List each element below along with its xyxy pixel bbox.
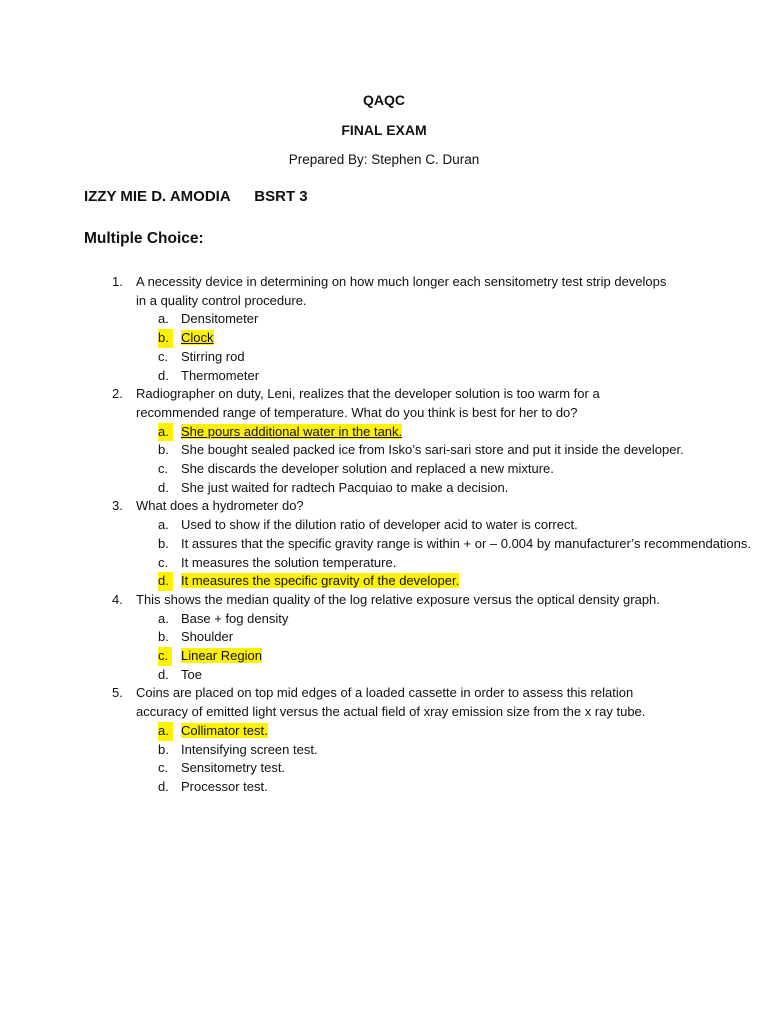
question-number: 4. <box>112 591 123 607</box>
question-number: 1. <box>112 274 123 289</box>
answer-option <box>0 441 768 460</box>
question-list <box>0 273 768 797</box>
option-text: Shoulder <box>181 629 234 645</box>
question-item <box>0 385 768 422</box>
option-text: Thermometer <box>181 367 260 383</box>
option-letter: a. <box>158 517 169 533</box>
answer-option <box>0 535 768 554</box>
question-number: 3. <box>112 498 123 514</box>
option-letter: c. <box>158 760 169 776</box>
option-text: She discards the developer solution and replaced a new mixture. <box>181 461 554 477</box>
answer-option <box>0 348 768 367</box>
question-item <box>0 497 768 516</box>
answer-option <box>0 778 768 797</box>
option-letter: b. <box>158 741 169 757</box>
option-letter: d. <box>158 367 169 383</box>
section-title: Multiple Choice: <box>84 230 204 247</box>
answer-option-highlighted <box>0 423 768 442</box>
answer-option-highlighted <box>0 572 768 591</box>
question-item <box>0 684 768 721</box>
option-text: It measures the specific gravity of the developer. <box>181 573 460 589</box>
answer-option-highlighted <box>0 647 768 666</box>
option-letter: d. <box>158 479 169 495</box>
option-letter: c. <box>158 554 169 570</box>
course-code: QAQC <box>363 92 405 108</box>
option-letter: a. <box>158 722 173 741</box>
question-text: Coins are placed on top mid edges of a loaded cassette in order to assess this relation accuracy of emitted light versus the actual field of xray emission size from the x ray tube. <box>136 685 646 720</box>
student-line <box>84 188 308 205</box>
option-letter: b. <box>158 629 169 645</box>
option-letter: b. <box>158 535 169 551</box>
option-text: Toe <box>181 666 202 682</box>
answer-option-highlighted <box>0 329 768 348</box>
answer-option <box>0 310 768 329</box>
question-text: This shows the median quality of the log relative exposure versus the optical density graph. <box>136 591 660 607</box>
option-text: It measures the solution temperature. <box>181 554 397 570</box>
answer-option <box>0 741 768 760</box>
option-text: Clock <box>181 330 214 346</box>
student-name: IZZY MIE D. AMODIA <box>84 188 231 205</box>
question-item <box>0 273 768 310</box>
answer-option <box>0 610 768 629</box>
answer-option <box>0 759 768 778</box>
option-text: Densitometer <box>181 311 259 327</box>
question-number: 2. <box>112 386 123 402</box>
option-letter: b. <box>158 442 169 458</box>
answer-option <box>0 628 768 647</box>
question-text: What does a hydrometer do? <box>136 498 304 514</box>
option-letter: a. <box>158 311 169 327</box>
exam-title: FINAL EXAM <box>341 122 427 138</box>
answer-option <box>0 666 768 685</box>
option-letter: a. <box>158 610 169 626</box>
option-text: Processor test. <box>181 778 268 794</box>
option-letter: d. <box>158 778 169 794</box>
option-letter: c. <box>158 348 169 364</box>
answer-option <box>0 367 768 386</box>
option-text: She bought sealed packed ice from Isko’s sari-sari store and put it inside the developer. <box>181 442 684 458</box>
answer-option <box>0 460 768 479</box>
option-text: She pours additional water in the tank. <box>181 423 403 439</box>
student-program: BSRT 3 <box>254 188 308 205</box>
option-text: It assures that the specific gravity range is within + or – 0.004 by manufacturer’s recommendations. <box>181 535 751 551</box>
question-number: 5. <box>112 685 123 701</box>
answer-option <box>0 479 768 498</box>
option-letter: a. <box>158 423 173 442</box>
option-text: Sensitometry test. <box>181 760 286 776</box>
answer-option <box>0 554 768 573</box>
answer-option <box>0 516 768 535</box>
option-text: Linear Region <box>181 648 262 664</box>
option-text: Base + fog density <box>181 610 289 626</box>
option-letter: c. <box>158 461 169 477</box>
answer-option-highlighted <box>0 722 768 741</box>
option-text: Collimator test. <box>181 722 268 738</box>
option-text: She just waited for radtech Pacquiao to make a decision. <box>181 479 509 495</box>
option-letter: d. <box>158 666 169 682</box>
option-text: Stirring rod <box>181 348 245 364</box>
question-text: Radiographer on duty, Leni, realizes that the developer solution is too warm for a recommended range of temperature. What do you think is best for her to do? <box>136 386 600 420</box>
option-text: Used to show if the dilution ratio of developer acid to water is correct. <box>181 517 578 533</box>
option-letter: d. <box>158 572 173 591</box>
option-letter: c. <box>158 647 172 666</box>
question-text: A necessity device in determining on how much longer each sensitometry test strip develops in a quality control procedure. <box>136 274 667 308</box>
question-item <box>0 591 768 610</box>
prepared-by: Prepared By: Stephen C. Duran <box>288 152 480 167</box>
option-text: Intensifying screen test. <box>181 741 318 757</box>
option-letter: b. <box>158 329 173 348</box>
